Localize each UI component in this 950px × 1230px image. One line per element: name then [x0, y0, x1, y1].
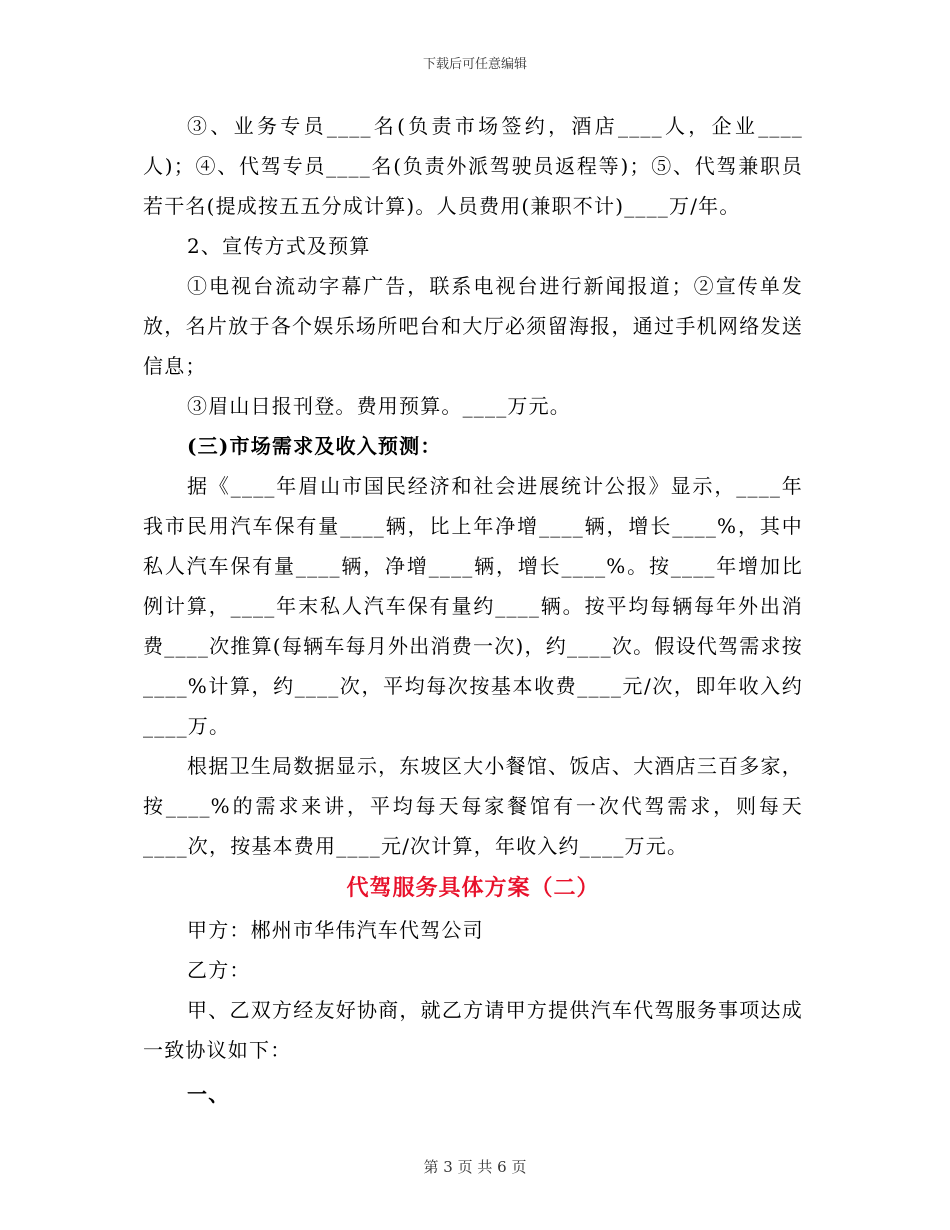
heading-market-demand: (三)市场需求及收入预测：	[187, 434, 442, 458]
page-footer-number: 第 3 页 共 6 页	[423, 1158, 527, 1176]
agreement-intro: 甲、乙双方经友好协商，就乙方请甲方提供汽车代驾服务事项达成一致协议如下：	[143, 998, 803, 1062]
paragraph-vehicle-statistics: 据《____年眉山市国民经济和社会进展统计公报》显示，____年我市民用汽车保有量____辆，比上年净增____辆，增长____%，其中私人汽车保有量____辆，净增____辆，增长____%。按____年增加比例计算，____年末私人汽车保有量约____辆。按平均每辆每年外出消费____次推算(每辆车每月外出消费一次)，约____次。假设代驾需求按____%计算，约____次，平均每次按基本收费____元/次，即年收入约____万。	[143, 474, 803, 738]
heading-promotion: 2、宣传方式及预算	[187, 234, 371, 258]
paragraph-restaurant-demand: 根据卫生局数据显示，东坡区大小餐馆、饭店、大酒店三百多家，按____%的需求来讲，平均每天每家餐馆有一次代驾需求，则每天____次，按基本费用____元/次计算，年收入约____万元。	[143, 754, 803, 858]
paragraph-newspaper-budget: ③眉山日报刊登。费用预算。____万元。	[187, 394, 571, 418]
page-header-note: 下载后可任意编辑	[422, 57, 527, 72]
document-body	[143, 106, 803, 1114]
section-title: 代驾服务具体方案（二）	[346, 875, 600, 901]
paragraph-staffing: ③、业务专员____名(负责市场签约，酒店____人，企业____人)；④、代驾专员____名(负责外派驾驶员返程等)；⑤、代驾兼职员若干名(提成按五五分成计算)。人员费用(兼职不计)____万/年。	[143, 114, 803, 218]
agreement-item-one: 一、	[187, 1082, 230, 1106]
party-a-line: 甲方：郴州市华伟汽车代驾公司	[187, 918, 484, 942]
paragraph-promotion-methods: ①电视台流动字幕广告，联系电视台进行新闻报道；②宣传单发放，名片放于各个娱乐场所吧台和大厅必须留海报，通过手机网络发送信息；	[143, 274, 803, 378]
party-b-line: 乙方：	[187, 958, 251, 982]
